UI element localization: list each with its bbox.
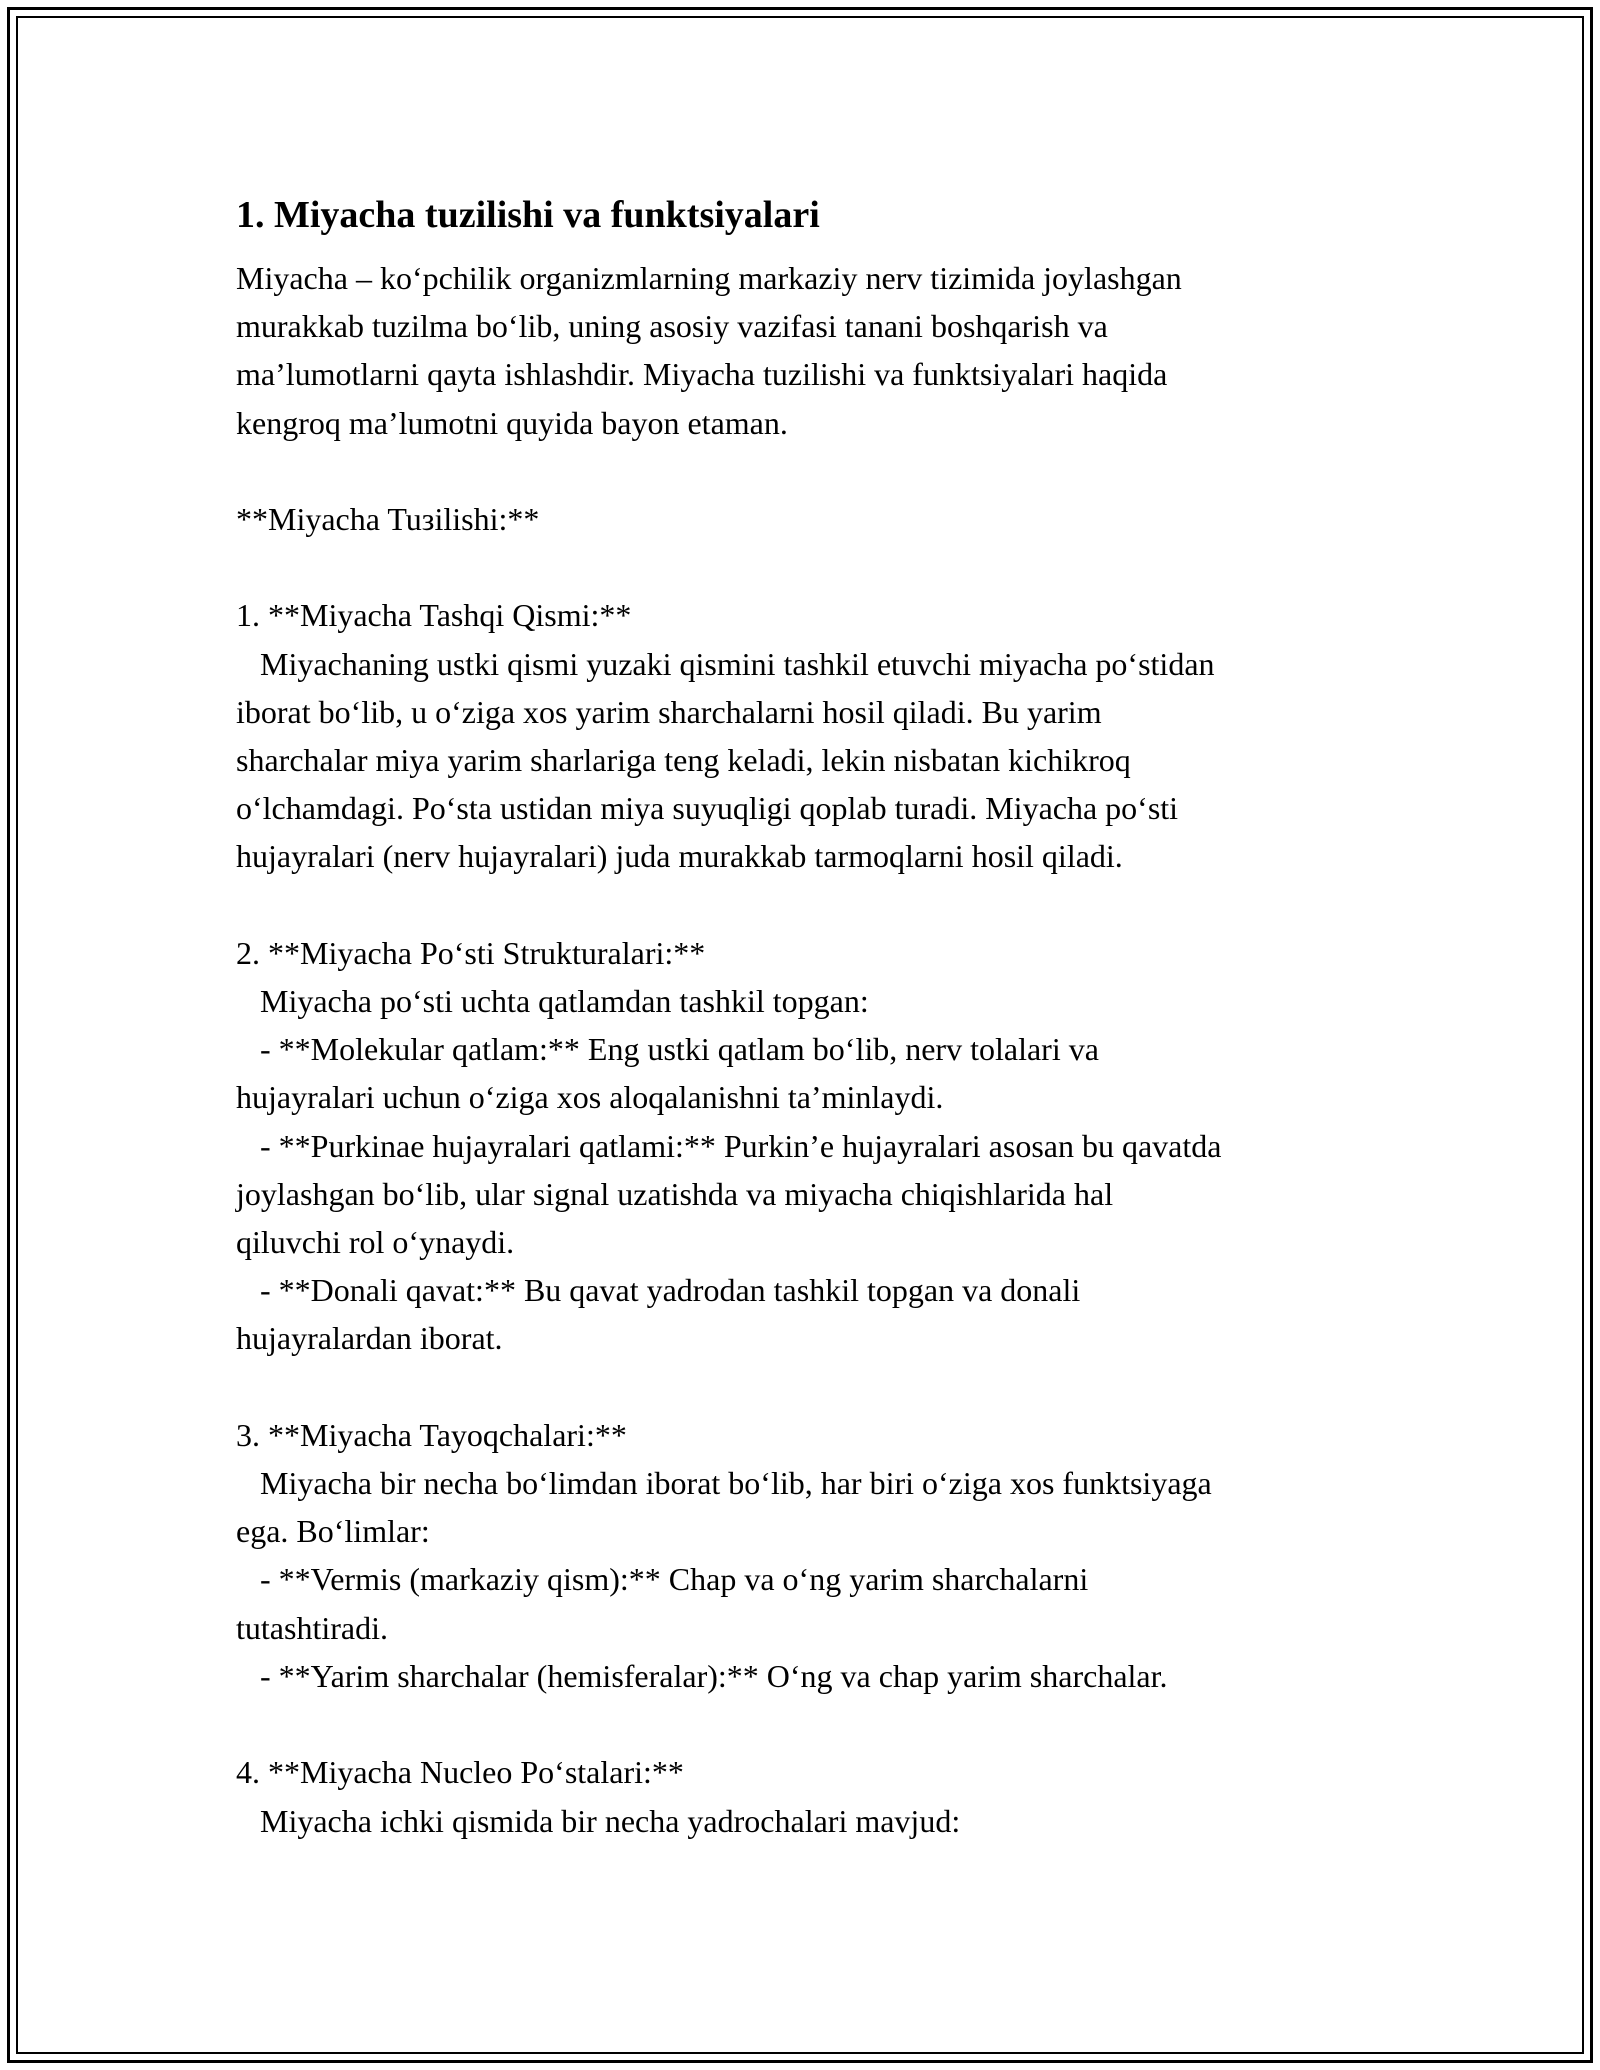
document-page	[236, 188, 1396, 1845]
document-title: 1. Miyacha tuzilishi va funktsiyalari	[236, 194, 820, 236]
document-body: Miyacha – ko‘pchilik organizmlarning markaziy nerv tizimida joylashgan murakkab tuzilma bo‘lib, uning asosiy vazifasi tanani boshqarish va ma’lumotlarni qayta ishlashdir. Miyacha tuzilishi va funktsiyalari haqida kengroq ma’lumotni quyida bayon etaman. **Miyacha Tuзilishi:** 1. **Miyacha Tashqi Qismi:** Miyachaning ustki qismi yuzaki qismini tashkil etuvchi miyacha po‘stidan iborat bo‘lib, u o‘ziga xos yarim sharchalarni hosil qiladi. Bu yarim sharchalar miya yarim sharlariga teng keladi, lekin nisbatan kichikroq o‘lchamdagi. Po‘sta ustidan miya suyuqligi qoplab turadi. Miyacha po‘sti hujayralari (nerv hujayralari) juda murakkab tarmoqlarni hosil qiladi. 2. **Miyacha Po‘sti Strukturalari:** Miyacha po‘sti uchta qatlamdan tashkil topgan: - **Molekular qatlam:** Eng ustki qatlam bo‘lib, nerv tolalari va hujayralari uchun o‘ziga xos aloqalanishni ta’minlaydi. - **Purkinae hujayralari qatlami:** Purkin’e hujayralari asosan bu qavatda joylashgan bo‘lib, ular signal uzatishda va miyacha chiqishlarida hal qiluvchi rol o‘ynaydi. - **Donali qavat:** Bu qavat yadrodan tashkil topgan va donali hujayralardan iborat. 3. **Miyacha Tayoqchalari:** Miyacha bir necha bo‘limdan iborat bo‘lib, har biri o‘ziga xos funktsiyaga ega. Bo‘limlar: - **Vermis (markaziy qism):** Chap va o‘ng yarim sharchalarni tutashtiradi. - **Yarim sharchalar (hemisferalar):** O‘ng va chap yarim sharchalar. 4. **Miyacha Nucleo Po‘stalari:** Miyacha ichki qismida bir necha yadrochalari mavjud:	[236, 260, 1222, 1839]
